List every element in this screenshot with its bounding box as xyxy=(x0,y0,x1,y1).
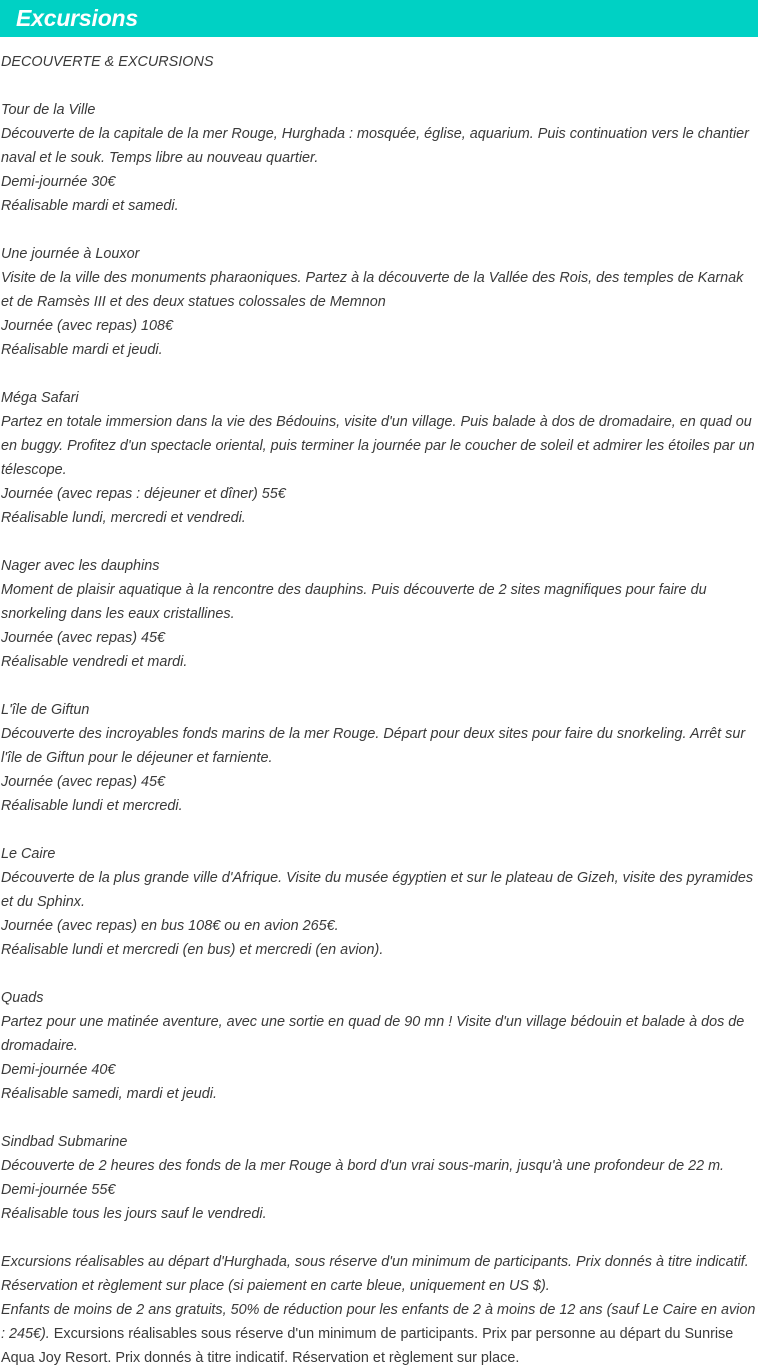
footer-note-general: Excursions réalisables sous réserve d'un minimum de participants. Prix par personne au départ du Sunrise Aqua Joy Resort. Prix donnés à titre indicatif. Réservation et règlement sur place. xyxy=(1,1326,734,1366)
excursion-days: Réalisable mardi et samedi. xyxy=(1,198,179,214)
excursion-description: Découverte de la plus grande ville d'Afrique. Visite du musée égyptien et sur le plateau de Gizeh, visite des pyramides et du Sphinx. xyxy=(1,870,754,910)
excursion-days: Réalisable vendredi et mardi. xyxy=(1,654,188,670)
excursion-name: Tour de la Ville xyxy=(1,102,96,118)
excursion-giftun xyxy=(1,698,758,818)
excursions-content xyxy=(0,37,758,1370)
excursion-days: Réalisable lundi, mercredi et vendredi. xyxy=(1,510,246,526)
excursion-days: Réalisable lundi et mercredi. xyxy=(1,798,183,814)
excursion-days: Réalisable mardi et jeudi. xyxy=(1,342,163,358)
excursion-days: Réalisable samedi, mardi et jeudi. xyxy=(1,1086,217,1102)
spacer xyxy=(1,1106,758,1130)
spacer xyxy=(1,818,758,842)
excursion-name: Nager avec les dauphins xyxy=(1,558,160,574)
excursion-description: Découverte de 2 heures des fonds de la mer Rouge à bord d'un vrai sous-marin, jusqu'à une profondeur de 22 m. xyxy=(1,1158,725,1174)
excursion-price: Demi-journée 55€ xyxy=(1,1182,116,1198)
excursion-days: Réalisable lundi et mercredi (en bus) et mercredi (en avion). xyxy=(1,942,384,958)
excursion-name: Le Caire xyxy=(1,846,56,862)
excursion-quads xyxy=(1,986,758,1106)
footer-note-children xyxy=(1,1298,758,1370)
excursion-mega-safari xyxy=(1,386,758,530)
spacer xyxy=(1,962,758,986)
page-header xyxy=(0,0,758,37)
footer-notes xyxy=(1,1250,758,1370)
excursion-description: Partez pour une matinée aventure, avec une sortie en quad de 90 mn ! Visite d'un village bédouin et balade à dos de dromadaire. xyxy=(1,1014,745,1054)
excursion-description: Découverte des incroyables fonds marins de la mer Rouge. Départ pour deux sites pour faire du snorkeling. Arrêt sur l'île de Giftun pour le déjeuner et farniente. xyxy=(1,726,746,766)
page-title: Excursions xyxy=(16,5,138,31)
excursion-name: Sindbad Submarine xyxy=(1,1134,128,1150)
excursion-days: Réalisable tous les jours sauf le vendredi. xyxy=(1,1206,267,1222)
spacer xyxy=(1,362,758,386)
excursion-description: Moment de plaisir aquatique à la rencontre des dauphins. Puis découverte de 2 sites magnifiques pour faire du snorkeling dans les eaux cristallines. xyxy=(1,582,707,622)
excursion-name: Une journée à Louxor xyxy=(1,246,140,262)
excursion-description: Visite de la ville des monuments pharaoniques. Partez à la découverte de la Vallée des Rois, des temples de Karnak et de Ramsès III et des deux statues colossales de Memnon xyxy=(1,270,744,310)
excursion-name: L'île de Giftun xyxy=(1,702,90,718)
footer-note-departure: Excursions réalisables au départ d'Hurghada, sous réserve d'un minimum de participants. Prix donnés à titre indicatif. Réservation et règlement sur place (si paiement en carte bleue, uniquement en US $). xyxy=(1,1254,749,1294)
spacer xyxy=(1,530,758,554)
excursion-price: Journée (avec repas) 108€ xyxy=(1,318,173,334)
excursion-price: Journée (avec repas) 45€ xyxy=(1,774,165,790)
excursion-name: Méga Safari xyxy=(1,390,79,406)
excursion-price: Journée (avec repas : déjeuner et dîner) 55€ xyxy=(1,486,286,502)
excursion-tour-de-la-ville xyxy=(1,98,758,218)
spacer xyxy=(1,74,758,98)
excursion-le-caire xyxy=(1,842,758,962)
excursion-dauphins xyxy=(1,554,758,674)
excursion-price: Demi-journée 40€ xyxy=(1,1062,116,1078)
excursion-price: Demi-journée 30€ xyxy=(1,174,116,190)
excursion-price: Journée (avec repas) 45€ xyxy=(1,630,165,646)
excursion-description: Partez en totale immersion dans la vie des Bédouins, visite d'un village. Puis balade à dos de dromadaire, en quad ou en buggy. Profitez d'un spectacle oriental, puis terminer la journée par le coucher de soleil et admirer les étoiles par un télescope. xyxy=(1,414,755,478)
footer-note-children-italic: Enfants de moins de 2 ans gratuits, 50% de réduction pour les enfants de 2 à moins de 12 ans (sauf Le Caire en avion : 245€). xyxy=(1,1302,756,1342)
intro-heading: DECOUVERTE & EXCURSIONS xyxy=(1,54,214,70)
spacer xyxy=(1,218,758,242)
excursion-name: Quads xyxy=(1,990,44,1006)
spacer xyxy=(1,674,758,698)
excursion-price: Journée (avec repas) en bus 108€ ou en avion 265€. xyxy=(1,918,339,934)
excursion-sindbad-submarine xyxy=(1,1130,758,1226)
excursion-description: Découverte de la capitale de la mer Rouge, Hurghada : mosquée, église, aquarium. Puis continuation vers le chantier naval et le souk. Temps libre au nouveau quartier. xyxy=(1,126,749,166)
excursion-louxor xyxy=(1,242,758,362)
spacer xyxy=(1,1226,758,1250)
